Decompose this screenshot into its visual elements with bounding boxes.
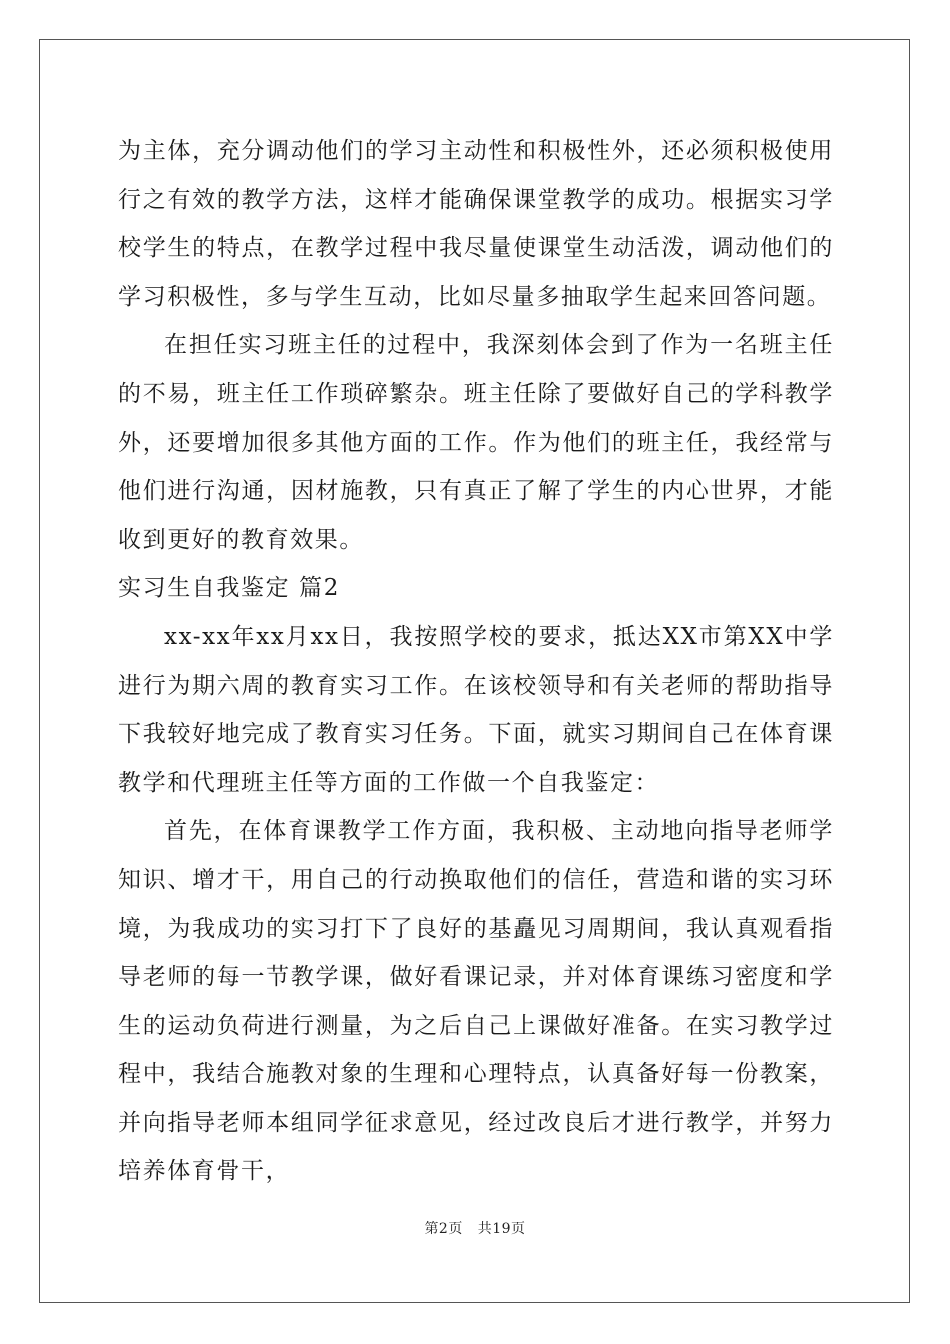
paragraph-2: 在担任实习班主任的过程中，我深刻体会到了作为一名班主任的不易，班主任工作琐碎繁杂。班主任除了要做好自己的学科教学外，还要增加很多其他方面的工作。作为他们的班主任，我经常与他们进行沟通，因材施教，只有真正了解了学生的内心世界，才能收到更好的教育效果。 [118,332,834,553]
page-footer [0,1218,950,1238]
paragraph-1: 为主体，充分调动他们的学习主动性和积极性外，还必须积极使用行之有效的教学方法，这样才能确保课堂教学的成功。根据实习学校学生的特点，在教学过程中我尽量使课堂生动活泼，调动他们的学习积极性，多与学生互动，比如尽量多抽取学生起来回答问题。 [118,138,834,310]
paragraph-3: xx-xx年xx月xx日，我按照学校的要求，抵达XX市第XX中学进行为期六周的教育实习工作。在该校领导和有关老师的帮助指导下我较好地完成了教育实习任务。下面，就实习期间自己在体育课教学和代理班主任等方面的工作做一个自我鉴定： [118,623,834,796]
page-number: 第2页 [424,1221,463,1237]
section-heading: 实习生自我鉴定 篇2 [118,575,340,602]
page-total: 共19页 [477,1221,526,1237]
document-body [118,127,834,1196]
paragraph-4: 首先，在体育课教学工作方面，我积极、主动地向指导老师学知识、增才干，用自己的行动换取他们的信任，营造和谐的实习环境，为我成功的实习打下了良好的基矗见习周期间，我认真观看指导老师的每一节教学课，做好看课记录，并对体育课练习密度和学生的运动负荷进行测量，为之后自己上课做好准备。在实习教学过程中，我结合施教对象的生理和心理特点，认真备好每一份教案，并向指导老师本组同学征求意见，经过改良后才进行教学，并努力培养体育骨干， [118,818,834,1185]
